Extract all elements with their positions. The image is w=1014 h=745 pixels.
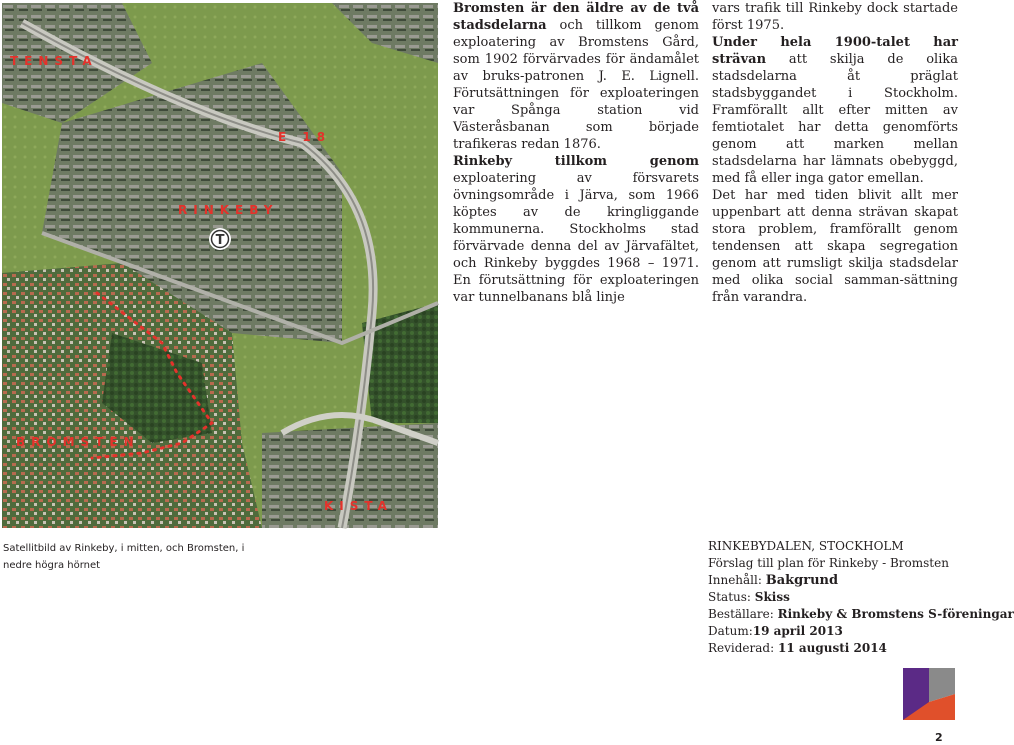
- paragraph-segregation: Under hela 1900-talet har strävan att skilja de olika stadsdelarna åt präglat stadsbyggandet i Stockholm. Framförallt allt efter mitten av femtiotalet har detta genomförts genom att marken mellan stadsdelarna har lämnats obebyggd, med få eller inga gator emellan.: [712, 35, 958, 186]
- revised-row: Reviderad: 11 augusti 2014: [708, 641, 887, 655]
- date-row: Datum:19 april 2013: [708, 624, 843, 638]
- page-number: 2: [935, 731, 943, 744]
- paragraph-bromsten: Bromsten är den äldre av de två stadsdelarna och tillkom genom exploatering av Bromstens Gård, som 1902 förvärvades för ändamålet av bruks-patronen J. E. Lignell. Förutsättningen för exploateringen var Spånga station vid Västeråsbanan som började trafikeras redan 1876.: [453, 1, 699, 152]
- client-row: Beställare: Rinkeby & Bromstens S-föreningar: [708, 607, 1014, 621]
- project-info: [708, 538, 1014, 657]
- paragraph-continuation: vars trafik till Rinkeby dock startade först 1975.: [712, 1, 958, 33]
- status-row: Status: Skiss: [708, 590, 790, 604]
- map-caption: Satellitbild av Rinkeby, i mitten, och Bromsten, i nedre högra hörnet: [3, 543, 245, 571]
- text-column-2: [712, 0, 958, 306]
- map-label-kista: KISTA: [324, 499, 393, 513]
- map-label-rinkeby: RINKEBY: [178, 203, 279, 217]
- satellite-image: [2, 3, 438, 528]
- text-column-1: [453, 0, 699, 306]
- map-label-bromsten: BROMSTEN: [16, 435, 140, 449]
- paragraph-rinkeby: Rinkeby tillkom genom exploatering av försvarets övningsområde i Järva, som 1966 köptes av de kringliggande kommunerna. Stockholms stad förvärvade denna del av Järvafältet, och Rinkeby byggdes 1968 – 1971. En förutsättning för exploateringen var tunnelbanans blå linje: [453, 154, 699, 305]
- map-label-e18: E 18: [278, 130, 332, 144]
- logo: [903, 668, 955, 720]
- metro-symbol-letter: T: [215, 233, 225, 248]
- map-label-tensta: TENSTA: [10, 54, 98, 68]
- project-proposal: Förslag till plan för Rinkeby - Bromsten: [708, 556, 949, 570]
- content-row: Innehåll: Bakgrund: [708, 573, 839, 588]
- metro-symbol: [209, 228, 231, 250]
- project-title: RINKEBYDALEN, STOCKHOLM: [708, 539, 904, 553]
- satellite-map: [2, 3, 438, 528]
- paragraph-problems: Det har med tiden blivit allt mer uppenbart att denna strävan skapat stora problem, framförallt genom tendensen att skapa segregation genom att rumsligt skilja stadsdelar med olika social samman-sättning från varandra.: [712, 188, 958, 305]
